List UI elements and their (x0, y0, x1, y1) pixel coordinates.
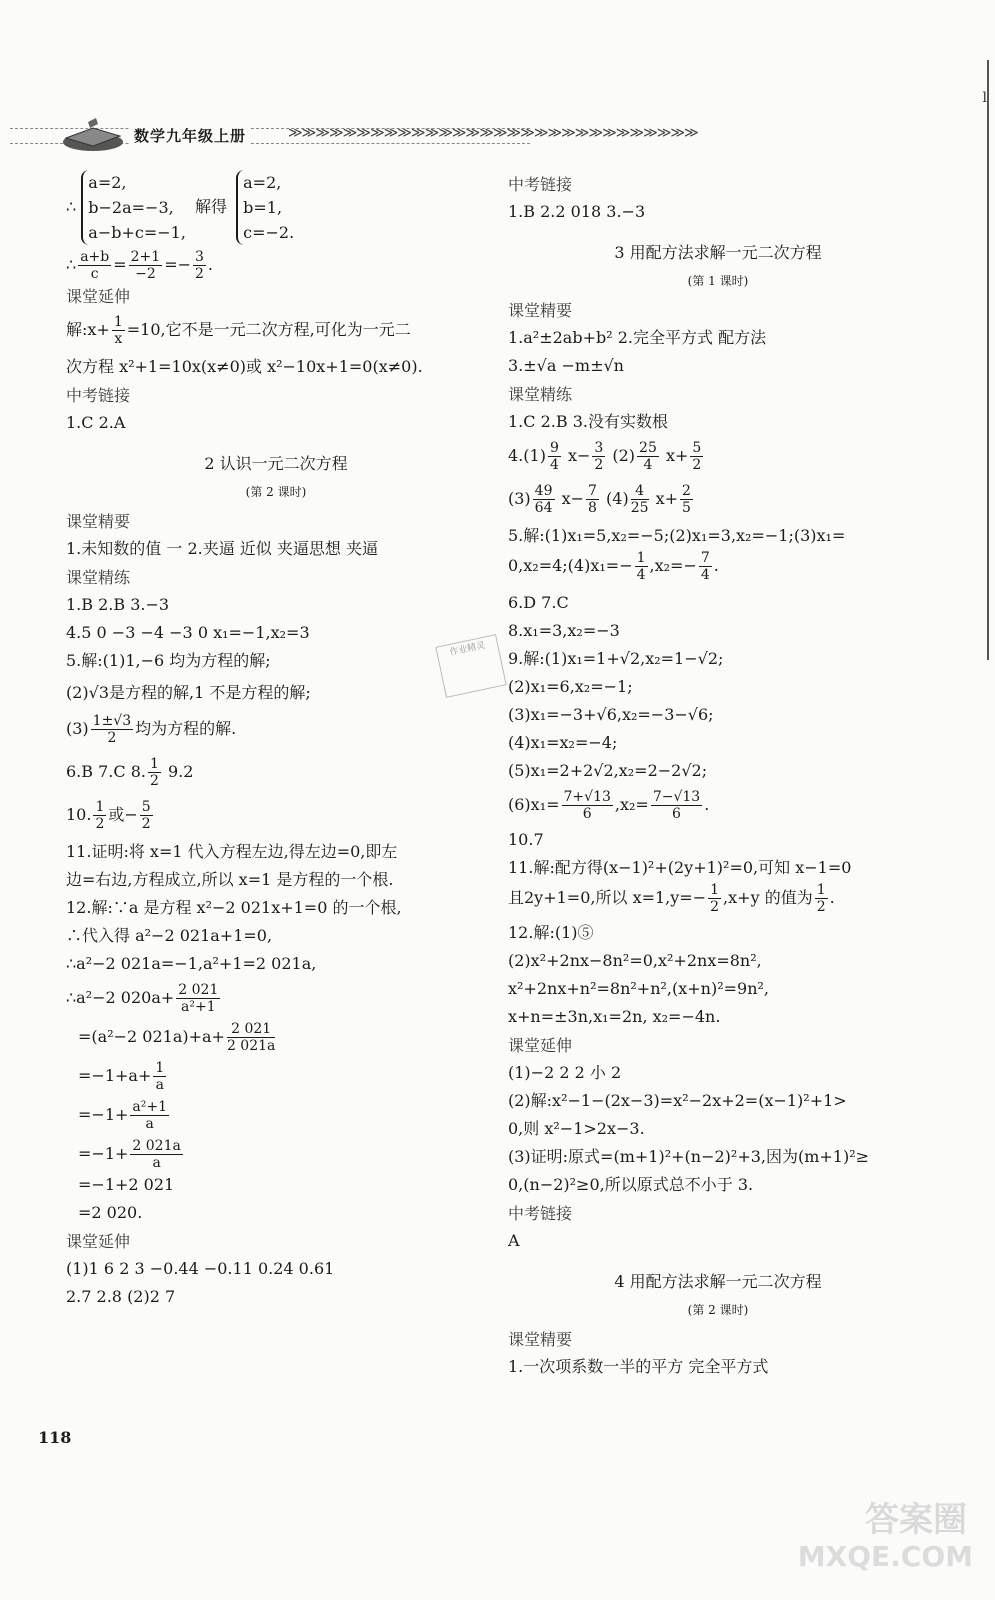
answer-line: 5.解:(1)x₁=5,x₂=−5;(2)x₁=3,x₂=−1;(3)x₁= (508, 526, 846, 545)
answer-line: (2)解:x²−1−(2x−3)=x²−2x+2=(x−1)²+1> (508, 1091, 847, 1110)
answer-line: (6)x₁= $\frac{7+√13}{6}$ ,x₂= $\frac{7-√13}{6}$ . (508, 789, 710, 822)
watermark-url: MXQE.COM (797, 1540, 973, 1573)
answer-line: 11.证明:将 x=1 代入方程左边,得左边=0,即左 (66, 842, 398, 861)
answer-line: 边=右边,方程成立,所以 x=1 是方程的一个根. (66, 870, 394, 889)
answer-line: (1)−2 2 2 小 2 (508, 1063, 622, 1082)
answer-line: (3) $\frac{1\pm√3}{2}$ 均为方程的解. (66, 713, 237, 746)
answer-line: =−1+ $\frac{\text{a²+1}}{a}$ (78, 1099, 168, 1132)
answer-line: 6.B 7.C 8. $\frac{1}{2}$ 9.2 (66, 756, 194, 789)
lesson-label: (第 2 课时) (687, 1303, 749, 1317)
lesson-label: (第 2 课时) (245, 485, 307, 499)
answer-line: 11.解:配方得(x−1)²+(2y+1)²=0,可知 x−1=0 (508, 858, 852, 877)
answer-line: 1.一次项系数一半的平方 完全平方式 (508, 1357, 769, 1376)
section-zhongkao: 中考链接 (508, 175, 573, 194)
page-header (10, 110, 698, 160)
answer-line: (4)x₁=x₂=−4; (508, 733, 618, 752)
answer-line: 次方程 x²+1=10x(x≠0)或 x²−10x+1=0(x≠0). (66, 357, 423, 376)
left-column (66, 170, 486, 1311)
system-line: ∴ a=2, b−2a=−3, a−b+c=−1, 解得 a=2, b=1, c=−2. (66, 170, 486, 245)
answer-line: 12.解:(1)⑤ (508, 923, 594, 942)
section-jinglian: 课堂精练 (66, 568, 131, 587)
answer-line: =−1+ $\frac{2 021a}{a}$ (78, 1138, 181, 1171)
answer-line: 解:x+ $\frac{1}{x}$ =10,它不是一元二次方程,可化为一元二 (66, 314, 411, 347)
chapter-title: 2 认识一元二次方程 (204, 454, 348, 473)
answer-line: 4.(1) $\frac{9}{4}$ x− $\frac{3}{2}$ (2) $\frac{25}{4}$ x+ $\frac{5}{2}$ (508, 440, 702, 473)
answer-line: (3) $\frac{49}{64}$ x− $\frac{7}{8}$ (4) $\frac{4}{25}$ x+ $\frac{2}{5}$ (508, 483, 691, 516)
section-jinglian: 课堂精练 (508, 385, 573, 404)
answer-line: 1.C 2.A (66, 413, 126, 432)
section-ketang-yanshen: 课堂延伸 (508, 1036, 573, 1055)
header-title: 数学九年级上册 (130, 125, 250, 146)
answer-line: 12.解:∵a 是方程 x²−2 021x+1=0 的一个根, (66, 898, 402, 917)
answer-line: (5)x₁=2+2√2,x₂=2−2√2; (508, 761, 708, 780)
answer-line: (3)证明:原式=(m+1)²+(n−2)²+3,因为(m+1)²≥ (508, 1147, 870, 1166)
section-zhongkao: 中考链接 (508, 1204, 573, 1223)
answer-line: 1.C 2.B 3.没有实数根 (508, 412, 668, 431)
answer-line: =−1+2 021 (78, 1175, 175, 1194)
answer-line: x+n=±3n,x₁=2n, x₂=−4n. (508, 1007, 721, 1026)
answer-line: (1)1 6 2 3 −0.44 −0.11 0.24 0.61 (66, 1259, 335, 1278)
page-edge-line (987, 60, 989, 660)
header-arrows: ≫≫≫≫≫≫≫≫≫≫≫≫≫≫≫≫≫≫≫≫≫≫≫≫≫≫≫≫≫≫ (288, 125, 698, 141)
section-jingyao: 课堂精要 (508, 1330, 573, 1349)
system-b: a=2, b=1, c=−2. (236, 170, 294, 245)
ratio-line: ∴ $\frac{a+b}{c}$ = $\frac{2+1}{-2}$ =− $\frac{3}{2}$ . (66, 249, 214, 282)
answer-line: 8.x₁=3,x₂=−3 (508, 621, 620, 640)
answer-line: 1.未知数的值 一 2.夹逼 近似 夹逼思想 夹逼 (66, 539, 378, 558)
answer-line: 1.B 2.2 018 3.−3 (508, 202, 646, 221)
chapter-title: 3 用配方法求解一元二次方程 (614, 243, 822, 262)
answer-line: 5.解:(1)1,−6 均为方程的解; (66, 651, 271, 670)
answer-line: =−1+a+ $\frac{1}{a}$ (78, 1060, 165, 1093)
answer-line: 10.7 (508, 830, 544, 849)
answer-line: 0,则 x²−1>2x−3. (508, 1119, 645, 1138)
answer-line: 0,(n−2)²≥0,所以原式总不小于 3. (508, 1175, 754, 1194)
chapter-title: 4 用配方法求解一元二次方程 (614, 1272, 822, 1291)
section-ketang-yanshen: 课堂延伸 (66, 1232, 131, 1251)
answer-line: 3.±√a −m±√n (508, 356, 624, 375)
answer-line: ∴a²−2 021a=−1,a²+1=2 021a, (66, 954, 317, 973)
answer-line: 0,x₂=4;(4)x₁=− $\frac{1}{4}$ ,x₂=− $\frac{7}{4}$ . (508, 550, 719, 583)
answer-line: 6.D 7.C (508, 593, 569, 612)
stamp-mark: 作业精灵 (435, 634, 506, 698)
section-jingyao: 课堂精要 (66, 512, 131, 531)
watermark-logo: 答案圈 (865, 1500, 967, 1540)
answer-line: =2 020. (78, 1203, 143, 1222)
answer-line: 1.B 2.B 3.−3 (66, 595, 170, 614)
section-ketang-yanshen: 课堂延伸 (66, 287, 131, 306)
answer-line: 10. $\frac{1}{2}$ 或− $\frac{5}{2}$ (66, 799, 151, 832)
book-icon (58, 114, 128, 154)
corner-mark: l (982, 90, 987, 106)
answer-line: (3)x₁=−3+√6,x₂=−3−√6; (508, 705, 714, 724)
answer-line: =(a²−2 021a)+a+ $\frac{2 021}{2 021a}$ (78, 1021, 276, 1054)
answer-line: 且2y+1=0,所以 x=1,y=− $\frac{1}{2}$ ,x+y 的值为 $\frac{1}{2}$ . (508, 882, 835, 915)
answer-line: x²+2nx+n²=8n²+n²,(x+n)²=9n², (508, 979, 770, 998)
answer-line: (2)x²+2nx−8n²=0,x²+2nx=8n², (508, 951, 762, 970)
answer-line: (2)x₁=6,x₂=−1; (508, 677, 633, 696)
answer-line: 1.a²±2ab+b² 2.完全平方式 配方法 (508, 328, 767, 347)
lesson-label: (第 1 课时) (687, 274, 749, 288)
system-a: a=2, b−2a=−3, a−b+c=−1, (81, 170, 186, 245)
page-number: 118 (38, 1428, 72, 1447)
answer-line: A (508, 1231, 520, 1250)
answer-line: 2.7 2.8 (2)2 7 (66, 1287, 176, 1306)
answer-line: ∴a²−2 020a+ $\frac{2 021}{\text{a²+1}}$ (66, 982, 219, 1015)
right-column (508, 170, 928, 1381)
answer-line: 4.5 0 −3 −4 −3 0 x₁=−1,x₂=3 (66, 623, 310, 642)
answer-line: (2)√3是方程的解,1 不是方程的解; (66, 683, 311, 702)
answer-line: ∴代入得 a²−2 021a+1=0, (66, 926, 273, 945)
answer-line: 9.解:(1)x₁=1+√2,x₂=1−√2; (508, 649, 724, 668)
section-jingyao: 课堂精要 (508, 301, 573, 320)
section-zhongkao: 中考链接 (66, 386, 131, 405)
